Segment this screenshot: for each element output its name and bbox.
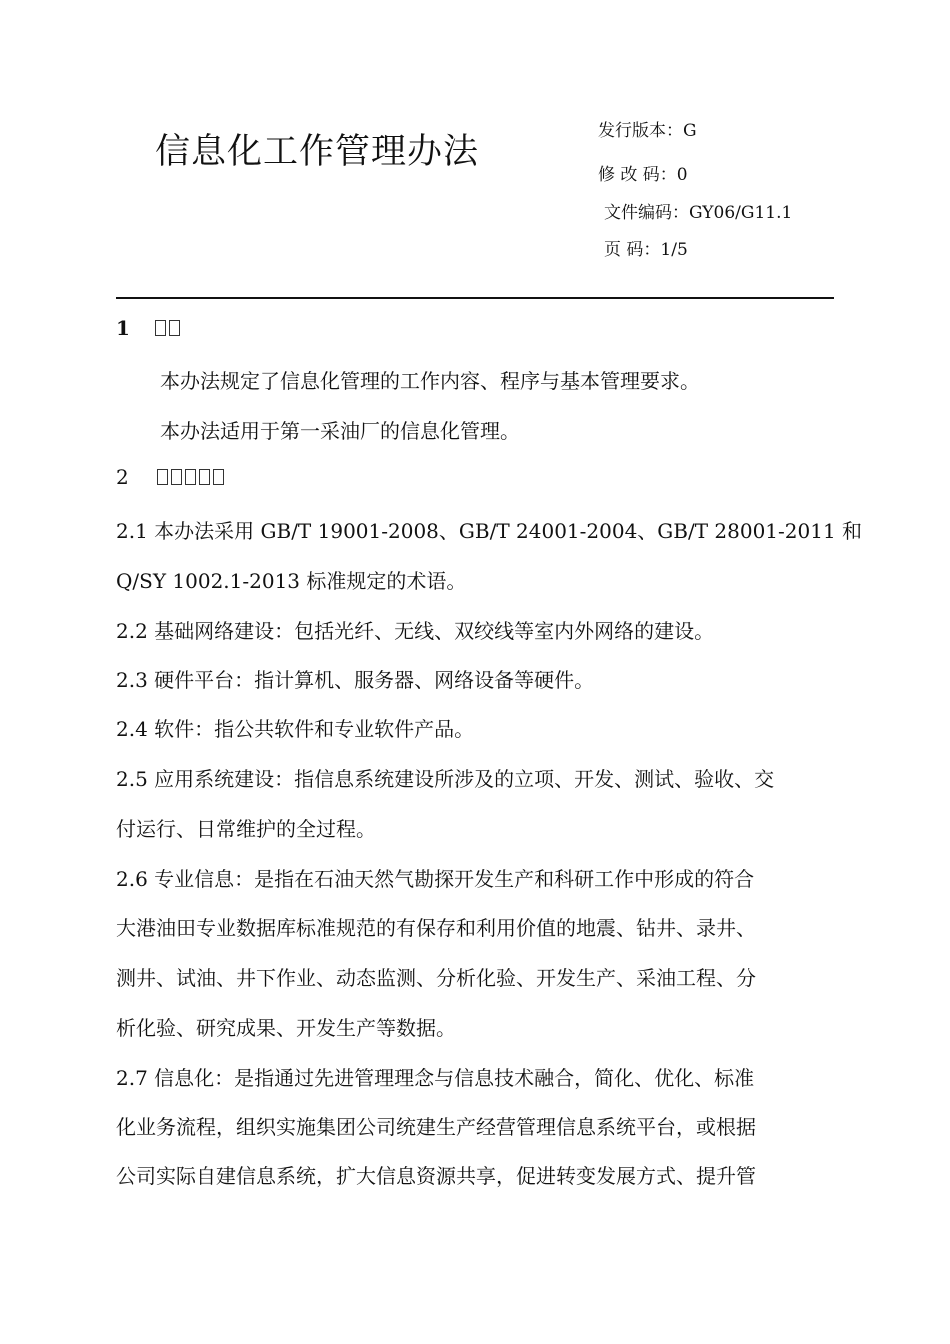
doc-meta-revision: 修 改 码：0 bbox=[598, 165, 688, 185]
document-title: 信息化工作管理办法 bbox=[155, 132, 480, 172]
body-line: 2.3 硬件平台：指计算机、服务器、网络设备等硬件。 bbox=[116, 668, 595, 692]
doc-meta-file-code: 文件编码：GY06/G11.1 bbox=[604, 203, 793, 223]
doc-meta-version: 发行版本：G bbox=[598, 121, 697, 141]
body-line: 化业务流程，组织实施集团公司统建生产经营管理信息系统平台，或根据 bbox=[116, 1115, 756, 1139]
body-line: 2.6 专业信息：是指在石油天然气勘探开发生产和科研工作中形成的符合 bbox=[116, 867, 755, 891]
body-line: 大港油田专业数据库标准规范的有保存和利用价值的地震、钻井、录井、 bbox=[116, 916, 756, 940]
header-divider bbox=[116, 297, 834, 299]
body-line: 2.2 基础网络建设：包括光纤、无线、双绞线等室内外网络的建设。 bbox=[116, 619, 715, 643]
body-line: 测井、试油、井下作业、动态监测、分析化验、开发生产、采油工程、分 bbox=[116, 966, 756, 990]
body-line: 付运行、日常维护的全过程。 bbox=[116, 817, 376, 841]
body-line: 2.5 应用系统建设：指信息系统建设所涉及的立项、开发、测试、验收、交 bbox=[116, 767, 775, 791]
section-2-heading bbox=[116, 465, 836, 489]
section-1-missing-glyphs bbox=[155, 316, 183, 340]
section-2-missing-glyphs bbox=[157, 465, 227, 489]
section-1-number: 1 bbox=[116, 316, 130, 340]
body-line: 析化验、研究成果、开发生产等数据。 bbox=[116, 1016, 456, 1040]
body-line: 2.1 本办法采用 GB/T 19001-2008、GB/T 24001-2004、GB/T 28001-2011 和 bbox=[116, 519, 863, 543]
section-1-paragraph-2: 本办法适用于第一采油厂的信息化管理。 bbox=[160, 419, 520, 443]
body-line: Q/SY 1002.1-2013 标准规定的术语。 bbox=[116, 569, 467, 593]
section-2-number: 2 bbox=[116, 465, 129, 489]
body-line: 公司实际自建信息系统，扩大信息资源共享，促进转变发展方式、提升管 bbox=[116, 1164, 756, 1188]
body-line: 2.7 信息化：是指通过先进管理理念与信息技术融合，简化、优化、标准 bbox=[116, 1066, 755, 1090]
section-1-paragraph-1: 本办法规定了信息化管理的工作内容、程序与基本管理要求。 bbox=[160, 369, 700, 393]
section-1-heading bbox=[116, 316, 836, 340]
doc-meta-page: 页 码：1/5 bbox=[604, 240, 688, 260]
body-line: 2.4 软件：指公共软件和专业软件产品。 bbox=[116, 717, 475, 741]
